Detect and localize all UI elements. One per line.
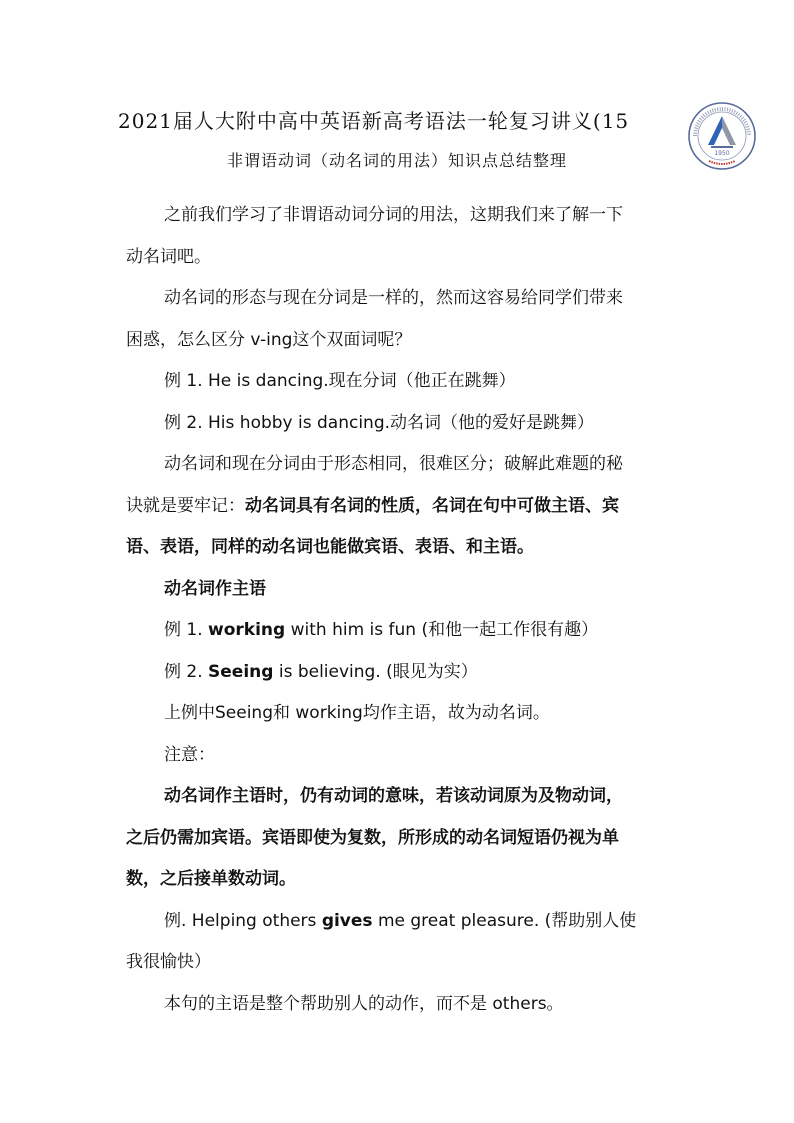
intro-line-1: 之前我们学习了非谓语动词分词的用法，这期我们来了解一下	[164, 205, 623, 225]
example-1: 例 1. He is dancing.现在分词（他正在跳舞）	[164, 371, 516, 391]
key-line-2	[126, 486, 682, 528]
logo-year: 1950	[714, 150, 730, 157]
intro-paragraph	[126, 195, 682, 278]
final-paragraph: 本句的主语是整个帮助别人的动作，而不是 others。	[164, 993, 564, 1014]
subj-ex2-bold: Seeing	[208, 661, 274, 682]
form-line-1: 动名词的形态与现在分词是一样的，然而这容易给同学们带来	[164, 288, 623, 308]
key-line-2-bold: 动名词具有名词的性质，名词在句中可做主语、宾	[245, 495, 619, 516]
subj-ex1-rest: with him is fun (和他一起工作很有趣）	[285, 620, 599, 640]
form-line-2: 困惑，怎么区分 v-ing这个双面词呢？	[126, 329, 412, 350]
key-paragraph	[126, 444, 682, 569]
note-paragraph	[126, 776, 682, 901]
key-line-3: 语、表语，同样的动名词也能做宾语、表语、和主语。	[126, 537, 534, 557]
subject-example-2	[126, 652, 682, 694]
subj-ex1-bold: working	[208, 620, 286, 640]
document-title: 2021届人大附中高中英语新高考语法一轮复习讲义(15	[118, 109, 630, 133]
key-line-1: 动名词和现在分词由于形态相同，很难区分；破解此难题的秘	[164, 454, 623, 474]
note-line-2: 之后仍需加宾语。宾语即使为复数，所形成的动名词短语仍视为单	[126, 827, 619, 848]
example-3-line-2: 我很愉快）	[126, 952, 211, 972]
section-heading: 动名词作主语	[164, 578, 266, 599]
subj-ex1-prefix: 例 1.	[164, 620, 209, 640]
document-body	[126, 195, 682, 1025]
example-2: 例 2. His hobby is dancing.动名词（他的爱好是跳舞）	[164, 412, 595, 433]
form-paragraph	[126, 278, 682, 361]
subj-ex2-prefix: 例 2.	[164, 661, 209, 682]
key-line-2-normal: 诀就是要牢记：	[126, 495, 245, 516]
document-subtitle: 非谓语动词（动名词的用法）知识点总结整理	[226, 151, 567, 170]
example-3	[126, 901, 682, 984]
subj-ex2-rest: is believing. (眼见为实）	[273, 661, 478, 682]
ex3-rest: me great pleasure. (帮助别人使	[372, 910, 637, 931]
example-3-line-1	[126, 901, 682, 943]
ex3-prefix: 例. Helping others	[164, 910, 322, 931]
intro-line-2: 动名词吧。	[126, 246, 211, 267]
note-line-3: 数，之后接单数动词。	[126, 869, 296, 889]
note-line-1: 动名词作主语时，仍有动词的意味，若该动词原为及物动词，	[164, 786, 623, 806]
ex3-bold: gives	[321, 910, 373, 931]
explanation: 上例中Seeing和 working均作主语，故为动名词。	[164, 703, 550, 723]
note-label: 注意：	[164, 744, 215, 765]
subject-example-1	[126, 610, 682, 652]
